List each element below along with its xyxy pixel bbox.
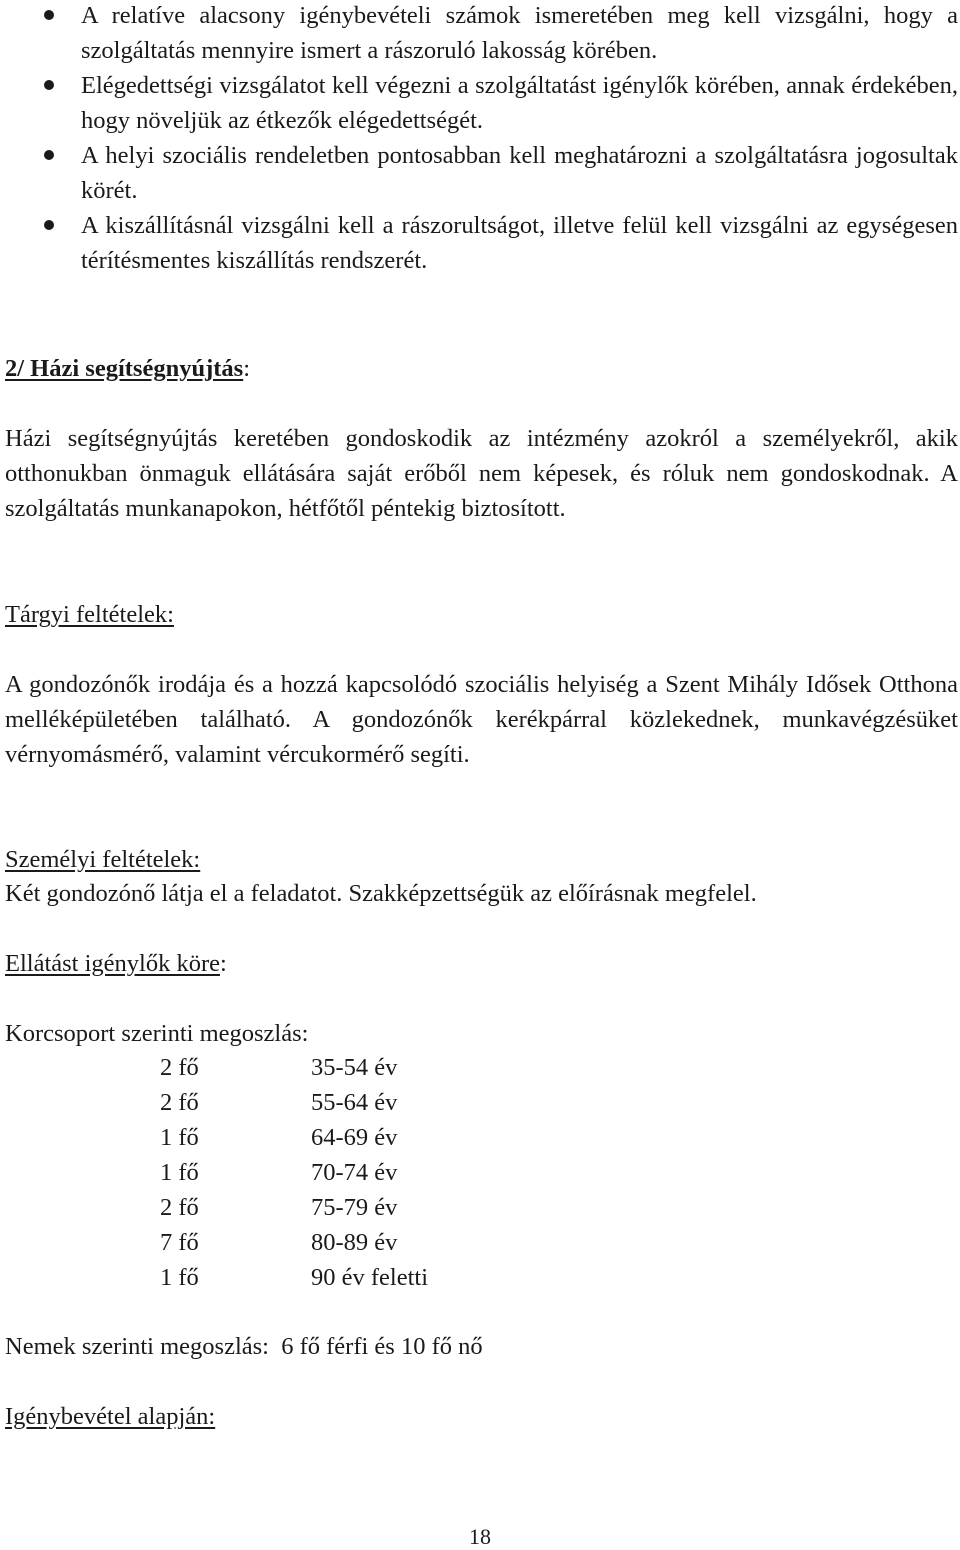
table-row: 2 fő 55-64 év bbox=[160, 1089, 398, 1116]
page-number: 18 bbox=[469, 1524, 491, 1549]
age-distribution-table bbox=[160, 1050, 428, 1295]
table-row: 7 fő 80-89 év bbox=[160, 1229, 398, 1256]
igenybevetel-heading: Igénybevétel alapján: bbox=[5, 1403, 216, 1430]
recommendation-list bbox=[5, 0, 958, 278]
bullet-item: Elégedettségi vizsgálatot kell végezni a szolgáltatást igénylők körében, annak érdekében, hogy növeljük az étkezők elégedettségét. bbox=[5, 68, 958, 138]
section-heading: 2/ Házi segítségnyújtás: bbox=[5, 355, 250, 382]
bullet-item: A relatíve alacsony igénybevételi számok ismeretében meg kell vizsgálni, hogy a szolgáltatás mennyire ismert a rászoruló lakosság körében. bbox=[5, 0, 958, 68]
bullet-icon bbox=[44, 80, 54, 90]
table-row: 1 fő 90 év feletti bbox=[160, 1264, 429, 1291]
table-row: 2 fő 75-79 év bbox=[160, 1194, 398, 1221]
targyi-paragraph: A gondozónők irodája és a hozzá kapcsolódó szociális helyiség a Szent Mihály Idősek Otthona melléképületében található. A gondozónők kerékpárral közlekednek, munkavégzésüket vérnyomásmérő, valamint vércukormérő segíti. bbox=[5, 671, 958, 768]
bullet-icon bbox=[44, 150, 54, 160]
bullet-icon bbox=[44, 10, 54, 20]
szemelyi-heading: Személyi feltételek: bbox=[5, 846, 201, 873]
table-row: 2 fő 35-54 év bbox=[160, 1054, 398, 1081]
table-row: 1 fő 64-69 év bbox=[160, 1124, 398, 1151]
table-row: 1 fő 70-74 év bbox=[160, 1159, 398, 1186]
section-intro-paragraph: Házi segítségnyújtás keretében gondoskodik az intézmény azokról a személyekről, akik otthonukban önmaguk ellátására saját erőből nem képesek, és róluk nem gondoskodnak. A szolgáltatás munkanapokon, hétfőtől péntekig biztosított. bbox=[5, 425, 958, 522]
bullet-item: A helyi szociális rendeletben pontosabban kell meghatározni a szolgáltatásra jogosultak körét. bbox=[5, 138, 958, 208]
korcsoport-heading: Korcsoport szerinti megoszlás: bbox=[5, 1020, 309, 1047]
ellatast-heading: Ellátást igénylők köre: bbox=[5, 950, 227, 977]
szemelyi-paragraph: Két gondozónő látja el a feladatot. Szakképzettségük az előírásnak megfelel. bbox=[5, 880, 757, 907]
targyi-heading: Tárgyi feltételek: bbox=[5, 601, 174, 628]
bullet-icon bbox=[44, 220, 54, 230]
bullet-item: A kiszállításnál vizsgálni kell a rászorultságot, illetve felül kell vizsgálni az egységesen térítésmentes kiszállítás rendszerét. bbox=[5, 208, 958, 278]
gender-distribution: Nemek szerinti megoszlás: 6 fő férfi és 10 fő nő bbox=[5, 1333, 483, 1360]
